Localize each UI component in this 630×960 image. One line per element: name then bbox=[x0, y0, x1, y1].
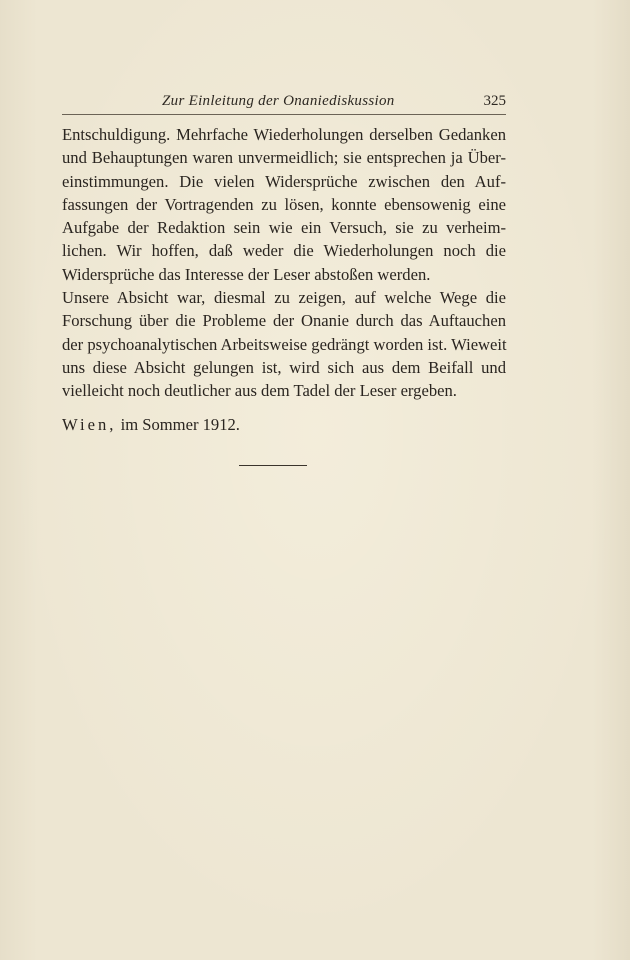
text-line: fassungen der Vortragenden zu lösen, konnte ebensowenig eine bbox=[62, 194, 506, 214]
place-and-date bbox=[62, 413, 506, 437]
page-number: 325 bbox=[483, 93, 506, 109]
paragraph bbox=[62, 123, 506, 286]
section-divider bbox=[239, 465, 307, 466]
text-line: Unsere Absicht war, diesmal zu zeigen, auf welche Wege die bbox=[62, 288, 506, 308]
text-line: Aufgabe der Redaktion sein wie ein Versuch, sie zu verheim- bbox=[62, 218, 506, 238]
text-line: vielleicht noch deutlicher aus dem Tadel der Leser ergeben. bbox=[62, 381, 457, 401]
date: im Sommer 1912. bbox=[120, 414, 240, 434]
text-line: Widersprüche das Interesse der Leser abstoßen werden. bbox=[62, 264, 431, 284]
paragraph bbox=[62, 286, 506, 402]
text-line: lichen. Wir hoffen, daß weder die Wiederholungen noch die bbox=[62, 241, 506, 261]
body-text bbox=[62, 123, 506, 437]
place: Wien, bbox=[62, 414, 117, 434]
text-line: uns diese Absicht gelungen ist, wird sich aus dem Beifall und bbox=[62, 357, 506, 377]
text-line: und Behauptungen waren unvermeidlich; sie entsprechen ja Über- bbox=[62, 148, 506, 168]
text-line: einstimmungen. Die vielen Widersprüche zwischen den Auf- bbox=[62, 171, 506, 191]
running-title: Zur Einleitung der Onaniediskussion bbox=[162, 93, 395, 109]
text-line: der psychoanalytischen Arbeitsweise gedrängt worden ist. Wieweit bbox=[62, 334, 507, 354]
text-line: Forschung über die Probleme der Onanie durch das Auftauchen bbox=[62, 311, 506, 331]
running-header bbox=[62, 88, 506, 115]
text-line: Entschuldigung. Mehrfache Wiederholungen derselben Gedanken bbox=[62, 125, 506, 144]
